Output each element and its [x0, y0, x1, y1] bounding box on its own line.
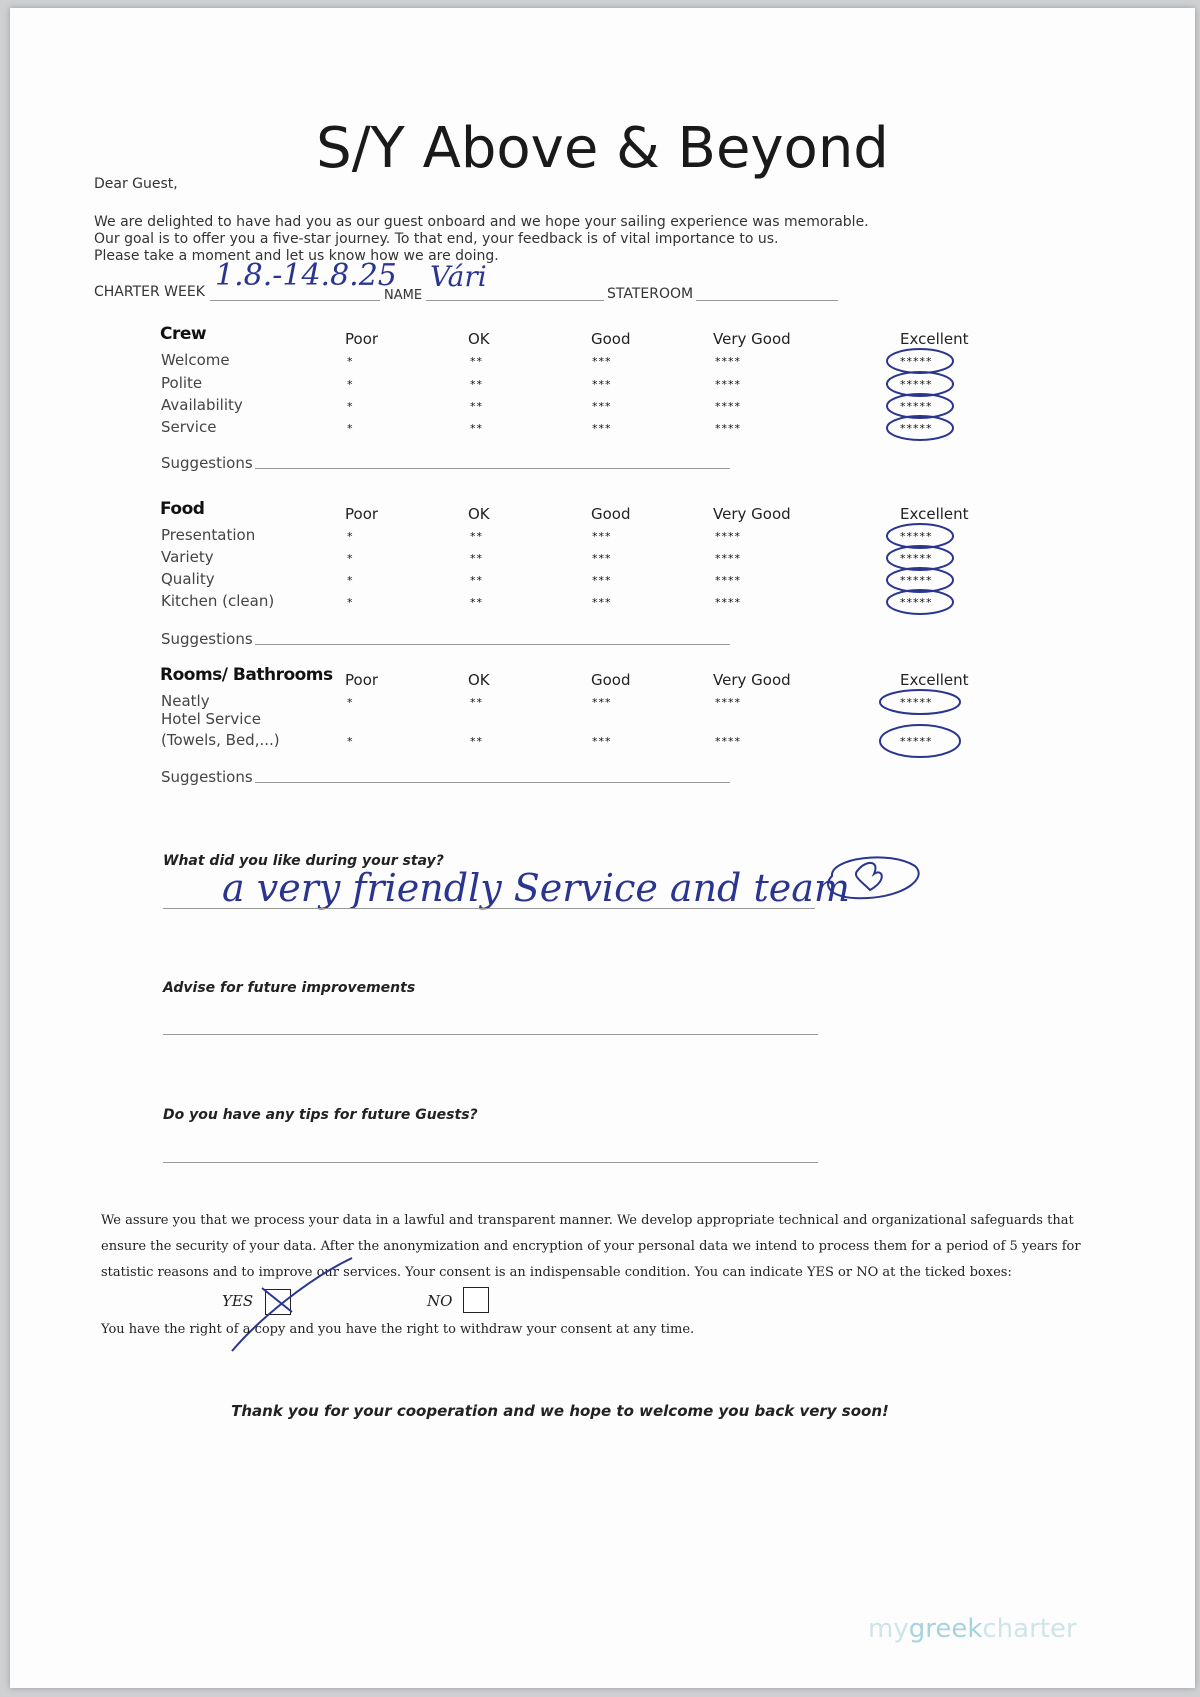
- question-tips: Do you have any tips for future Guests?: [163, 1107, 478, 1123]
- rating-option[interactable]: *****: [900, 552, 933, 565]
- rating-header: Poor: [345, 671, 379, 689]
- selected-rating-circle: [887, 524, 953, 548]
- question-liked: What did you like during your stay?: [163, 853, 444, 869]
- intro-line: Please take a moment and let us know how we are doing.: [94, 248, 499, 264]
- yes-label: YES: [222, 1292, 254, 1310]
- rating-option[interactable]: ***: [592, 378, 612, 391]
- rating-option[interactable]: *****: [900, 530, 933, 543]
- selected-rating-circle: [887, 416, 953, 440]
- selected-rating-circle: [880, 725, 960, 757]
- rating-header: Very Good: [713, 671, 791, 689]
- name-value[interactable]: Vári: [430, 260, 487, 293]
- rating-option[interactable]: ****: [715, 378, 741, 391]
- rating-option[interactable]: *: [347, 355, 354, 368]
- rating-option[interactable]: ****: [715, 530, 741, 543]
- rating-option[interactable]: *****: [900, 596, 933, 609]
- rating-option[interactable]: ***: [592, 735, 612, 748]
- rating-header: Very Good: [713, 330, 791, 348]
- rating-option[interactable]: ****: [715, 574, 741, 587]
- rating-option[interactable]: *****: [900, 400, 933, 413]
- rating-option[interactable]: ****: [715, 735, 741, 748]
- rating-header: Good: [591, 330, 631, 348]
- rating-option[interactable]: *: [347, 422, 354, 435]
- section-title: Crew: [160, 324, 207, 344]
- rating-option[interactable]: *****: [900, 696, 933, 709]
- rating-option[interactable]: *: [347, 552, 354, 565]
- rating-option[interactable]: ****: [715, 422, 741, 435]
- closing-text: Thank you for your cooperation and we hope to welcome you back very soon!: [231, 1402, 889, 1420]
- rating-option[interactable]: *****: [900, 735, 933, 748]
- greeting: Dear Guest,: [94, 176, 178, 192]
- consent-line: statistic reasons and to improve our services. Your consent is an indispensable condition. You can indicate YES or NO at the ticked boxes:: [101, 1265, 1012, 1280]
- rating-option[interactable]: ***: [592, 596, 612, 609]
- rating-row-label: Neatly: [161, 692, 210, 710]
- suggestions-label: Suggestions: [161, 630, 253, 648]
- watermark-part: charter: [982, 1614, 1077, 1644]
- rating-option[interactable]: **: [470, 355, 483, 368]
- rating-option[interactable]: ****: [715, 400, 741, 413]
- rating-row-label: Variety: [161, 548, 214, 566]
- intro-line: We are delighted to have had you as our guest onboard and we hope your sailing experience was memorable.: [94, 214, 869, 230]
- rating-header: OK: [468, 505, 490, 523]
- rating-header: OK: [468, 330, 490, 348]
- rating-option[interactable]: *: [347, 530, 354, 543]
- rating-option[interactable]: *: [347, 696, 354, 709]
- rating-row-label: Welcome: [161, 351, 230, 369]
- rating-option[interactable]: ***: [592, 355, 612, 368]
- rating-option[interactable]: ****: [715, 355, 741, 368]
- rating-row-label: Service: [161, 418, 217, 436]
- rating-option[interactable]: *: [347, 735, 354, 748]
- rating-option[interactable]: **: [470, 596, 483, 609]
- rating-option[interactable]: ***: [592, 696, 612, 709]
- rating-row-label: Availability: [161, 396, 243, 414]
- rating-option[interactable]: ***: [592, 574, 612, 587]
- stateroom-label: STATEROOM: [607, 286, 694, 302]
- rating-option[interactable]: **: [470, 530, 483, 543]
- rating-header: Poor: [345, 505, 379, 523]
- suggestions-label: Suggestions: [161, 768, 253, 786]
- rating-option[interactable]: **: [470, 422, 483, 435]
- selected-rating-circle: [887, 590, 953, 614]
- selected-rating-circle: [887, 568, 953, 592]
- rating-option[interactable]: *****: [900, 355, 933, 368]
- feedback-form-page: [10, 8, 1195, 1688]
- rating-row-label: Kitchen (clean): [161, 592, 275, 610]
- watermark-part: greek: [908, 1614, 983, 1644]
- selected-rating-circle: [887, 394, 953, 418]
- rating-option[interactable]: **: [470, 552, 483, 565]
- rating-option[interactable]: ***: [592, 400, 612, 413]
- watermark-part: my: [868, 1614, 909, 1644]
- rating-row-label: Presentation: [161, 526, 256, 544]
- rating-header: Good: [591, 671, 631, 689]
- selected-rating-circle: [887, 546, 953, 570]
- page-title: S/Y Above & Beyond: [316, 116, 889, 181]
- consent-line: We assure you that we process your data in a lawful and transparent manner. We develop appropriate technical and organizational safeguards that: [101, 1213, 1074, 1228]
- rating-option[interactable]: *: [347, 378, 354, 391]
- selected-rating-circle: [880, 690, 960, 714]
- rating-option[interactable]: *: [347, 596, 354, 609]
- rating-option[interactable]: *****: [900, 378, 933, 391]
- rating-option[interactable]: ***: [592, 552, 612, 565]
- rating-row-label: (Towels, Bed,...): [161, 731, 280, 749]
- answer-liked[interactable]: a very friendly Service and team: [222, 866, 850, 910]
- rating-option[interactable]: *****: [900, 422, 933, 435]
- excellent-circles: [10, 8, 1195, 1688]
- selected-rating-circle: [887, 349, 953, 373]
- rating-header: Excellent: [900, 505, 969, 523]
- charter-week-label: CHARTER WEEK: [94, 284, 205, 300]
- rating-option[interactable]: *: [347, 400, 354, 413]
- rating-option[interactable]: ****: [715, 696, 741, 709]
- no-label: NO: [427, 1292, 453, 1310]
- rights-text: You have the right of a copy and you have the right to withdraw your consent at any time.: [101, 1322, 695, 1337]
- consent-line: ensure the security of your data. After the anonymization and encryption of your personal data we intend to process them for a period of 5 years for: [101, 1239, 1081, 1254]
- rating-header: Excellent: [900, 671, 969, 689]
- charter-week-value[interactable]: 1.8.-14.8.25: [215, 258, 397, 293]
- rating-option[interactable]: ***: [592, 422, 612, 435]
- rating-option[interactable]: **: [470, 696, 483, 709]
- rating-row-label: Hotel Service: [161, 710, 261, 728]
- intro-line: Our goal is to offer you a five-star journey. To that end, your feedback is of vital importance to us.: [94, 231, 779, 247]
- rating-header: OK: [468, 671, 490, 689]
- rating-option[interactable]: ***: [592, 530, 612, 543]
- rating-option[interactable]: ****: [715, 596, 741, 609]
- rating-header: Poor: [345, 330, 379, 348]
- section-title: Food: [160, 499, 205, 519]
- question-improvements: Advise for future improvements: [163, 980, 416, 996]
- selected-rating-circle: [887, 372, 953, 396]
- rating-row-label: Polite: [161, 374, 203, 392]
- rating-header: Very Good: [713, 505, 791, 523]
- suggestions-label: Suggestions: [161, 454, 253, 472]
- rating-option[interactable]: **: [470, 378, 483, 391]
- rating-header: Good: [591, 505, 631, 523]
- name-label: NAME: [384, 288, 423, 303]
- rating-option[interactable]: *: [347, 574, 354, 587]
- rating-option[interactable]: **: [470, 735, 483, 748]
- section-title: Rooms/ Bathrooms: [160, 665, 333, 685]
- rating-option[interactable]: **: [470, 400, 483, 413]
- rating-row-label: Quality: [161, 570, 215, 588]
- rating-option[interactable]: *****: [900, 574, 933, 587]
- rating-header: Excellent: [900, 330, 969, 348]
- rating-option[interactable]: ****: [715, 552, 741, 565]
- rating-option[interactable]: **: [470, 574, 483, 587]
